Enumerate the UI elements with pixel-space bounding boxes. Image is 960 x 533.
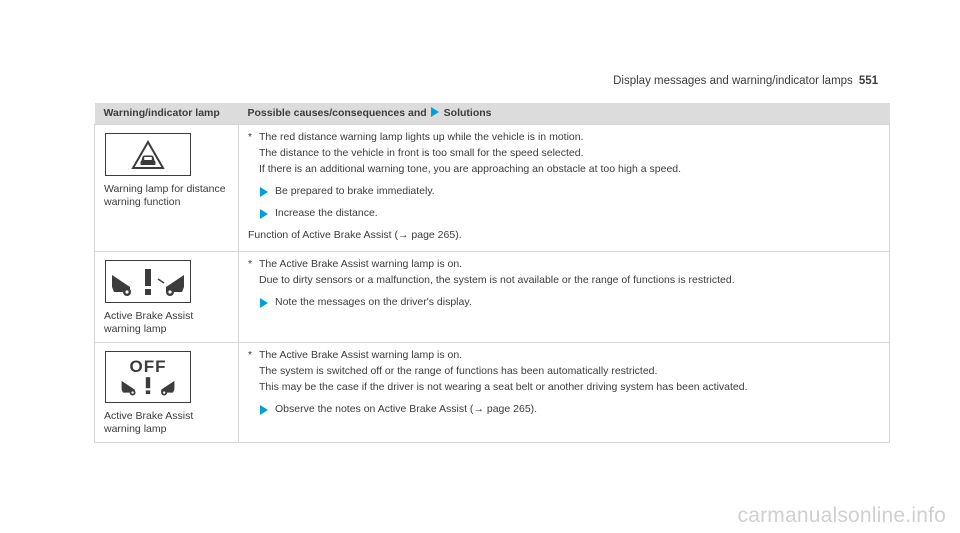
cause-line: Due to dirty sensors or a malfunction, the system is not available or the range of functions is restricted. <box>259 274 735 286</box>
cause-note: If there is an additional warning tone, you are approaching an obstacle at too high a speed. <box>259 163 682 175</box>
section-title: Display messages and warning/indicator lamps <box>613 75 853 87</box>
active-brake-assist-icon <box>105 260 191 303</box>
cause-text <box>248 349 880 394</box>
cause-line: The distance to the vehicle in front is too small for the speed selected. <box>259 147 584 159</box>
col-header-causes-label: Possible causes/consequences and <box>247 107 427 119</box>
causes-cell <box>239 252 890 343</box>
causes-cell <box>239 125 890 252</box>
table-row <box>95 343 890 443</box>
action-item: Be prepared to brake immediately. <box>260 185 880 198</box>
lamp-cell <box>95 343 239 443</box>
page-number: 551 <box>858 75 878 87</box>
cause-text <box>248 131 880 176</box>
page-reference <box>248 229 880 242</box>
footnote-star: * <box>248 131 253 143</box>
footnote-star: * <box>248 349 253 361</box>
causes-cell <box>239 343 890 443</box>
watermark: carmanualsonline.info <box>737 504 946 527</box>
col-header-solutions-label: Solutions <box>443 107 492 119</box>
reference-text: Function of Active Brake Assist ( <box>248 229 398 241</box>
reference-arrow-icon: → <box>397 229 409 241</box>
lamp-name: Warning lamp for distance warning function <box>104 183 226 208</box>
action-item <box>260 403 880 416</box>
table-row <box>95 125 890 252</box>
lamp-name: Active Brake Assist warning lamp <box>104 310 194 335</box>
action-item: Increase the distance. <box>260 207 880 220</box>
lamp-cell <box>95 252 239 343</box>
cause-line: The red distance warning lamp lights up while the vehicle is in motion. <box>259 131 584 143</box>
table-header-row <box>95 103 890 125</box>
page-header <box>613 75 878 87</box>
off-label: OFF <box>129 356 167 376</box>
distance-warning-car-icon <box>105 133 191 176</box>
cause-line: The Active Brake Assist warning lamp is on. <box>259 349 463 361</box>
warning-lamp-table <box>94 103 890 443</box>
solution-arrow-icon <box>431 107 439 117</box>
cause-note: This may be the case if the driver is not wearing a seat belt or another driving system has been activated. <box>259 381 748 393</box>
reference-page-link[interactable]: page 265). <box>486 403 538 415</box>
active-brake-assist-off-icon <box>105 351 191 403</box>
table-row <box>95 252 890 343</box>
action-item: Note the messages on the driver's display. <box>260 296 880 309</box>
reference-page-link[interactable]: page 265). <box>411 229 462 241</box>
col-header-lamp: Warning/indicator lamp <box>95 103 239 125</box>
footnote-star: * <box>248 258 253 270</box>
lamp-cell <box>95 125 239 252</box>
cause-text <box>248 258 880 287</box>
col-header-causes <box>239 103 890 125</box>
cause-line: The Active Brake Assist warning lamp is on. <box>259 258 463 270</box>
reference-arrow-icon: → <box>473 403 484 415</box>
lamp-name: Active Brake Assist warning lamp <box>104 410 194 435</box>
action-text: Observe the notes on Active Brake Assist ( <box>275 403 474 415</box>
cause-line: The system is switched off or the range of functions has been automatically restricted. <box>259 365 658 377</box>
